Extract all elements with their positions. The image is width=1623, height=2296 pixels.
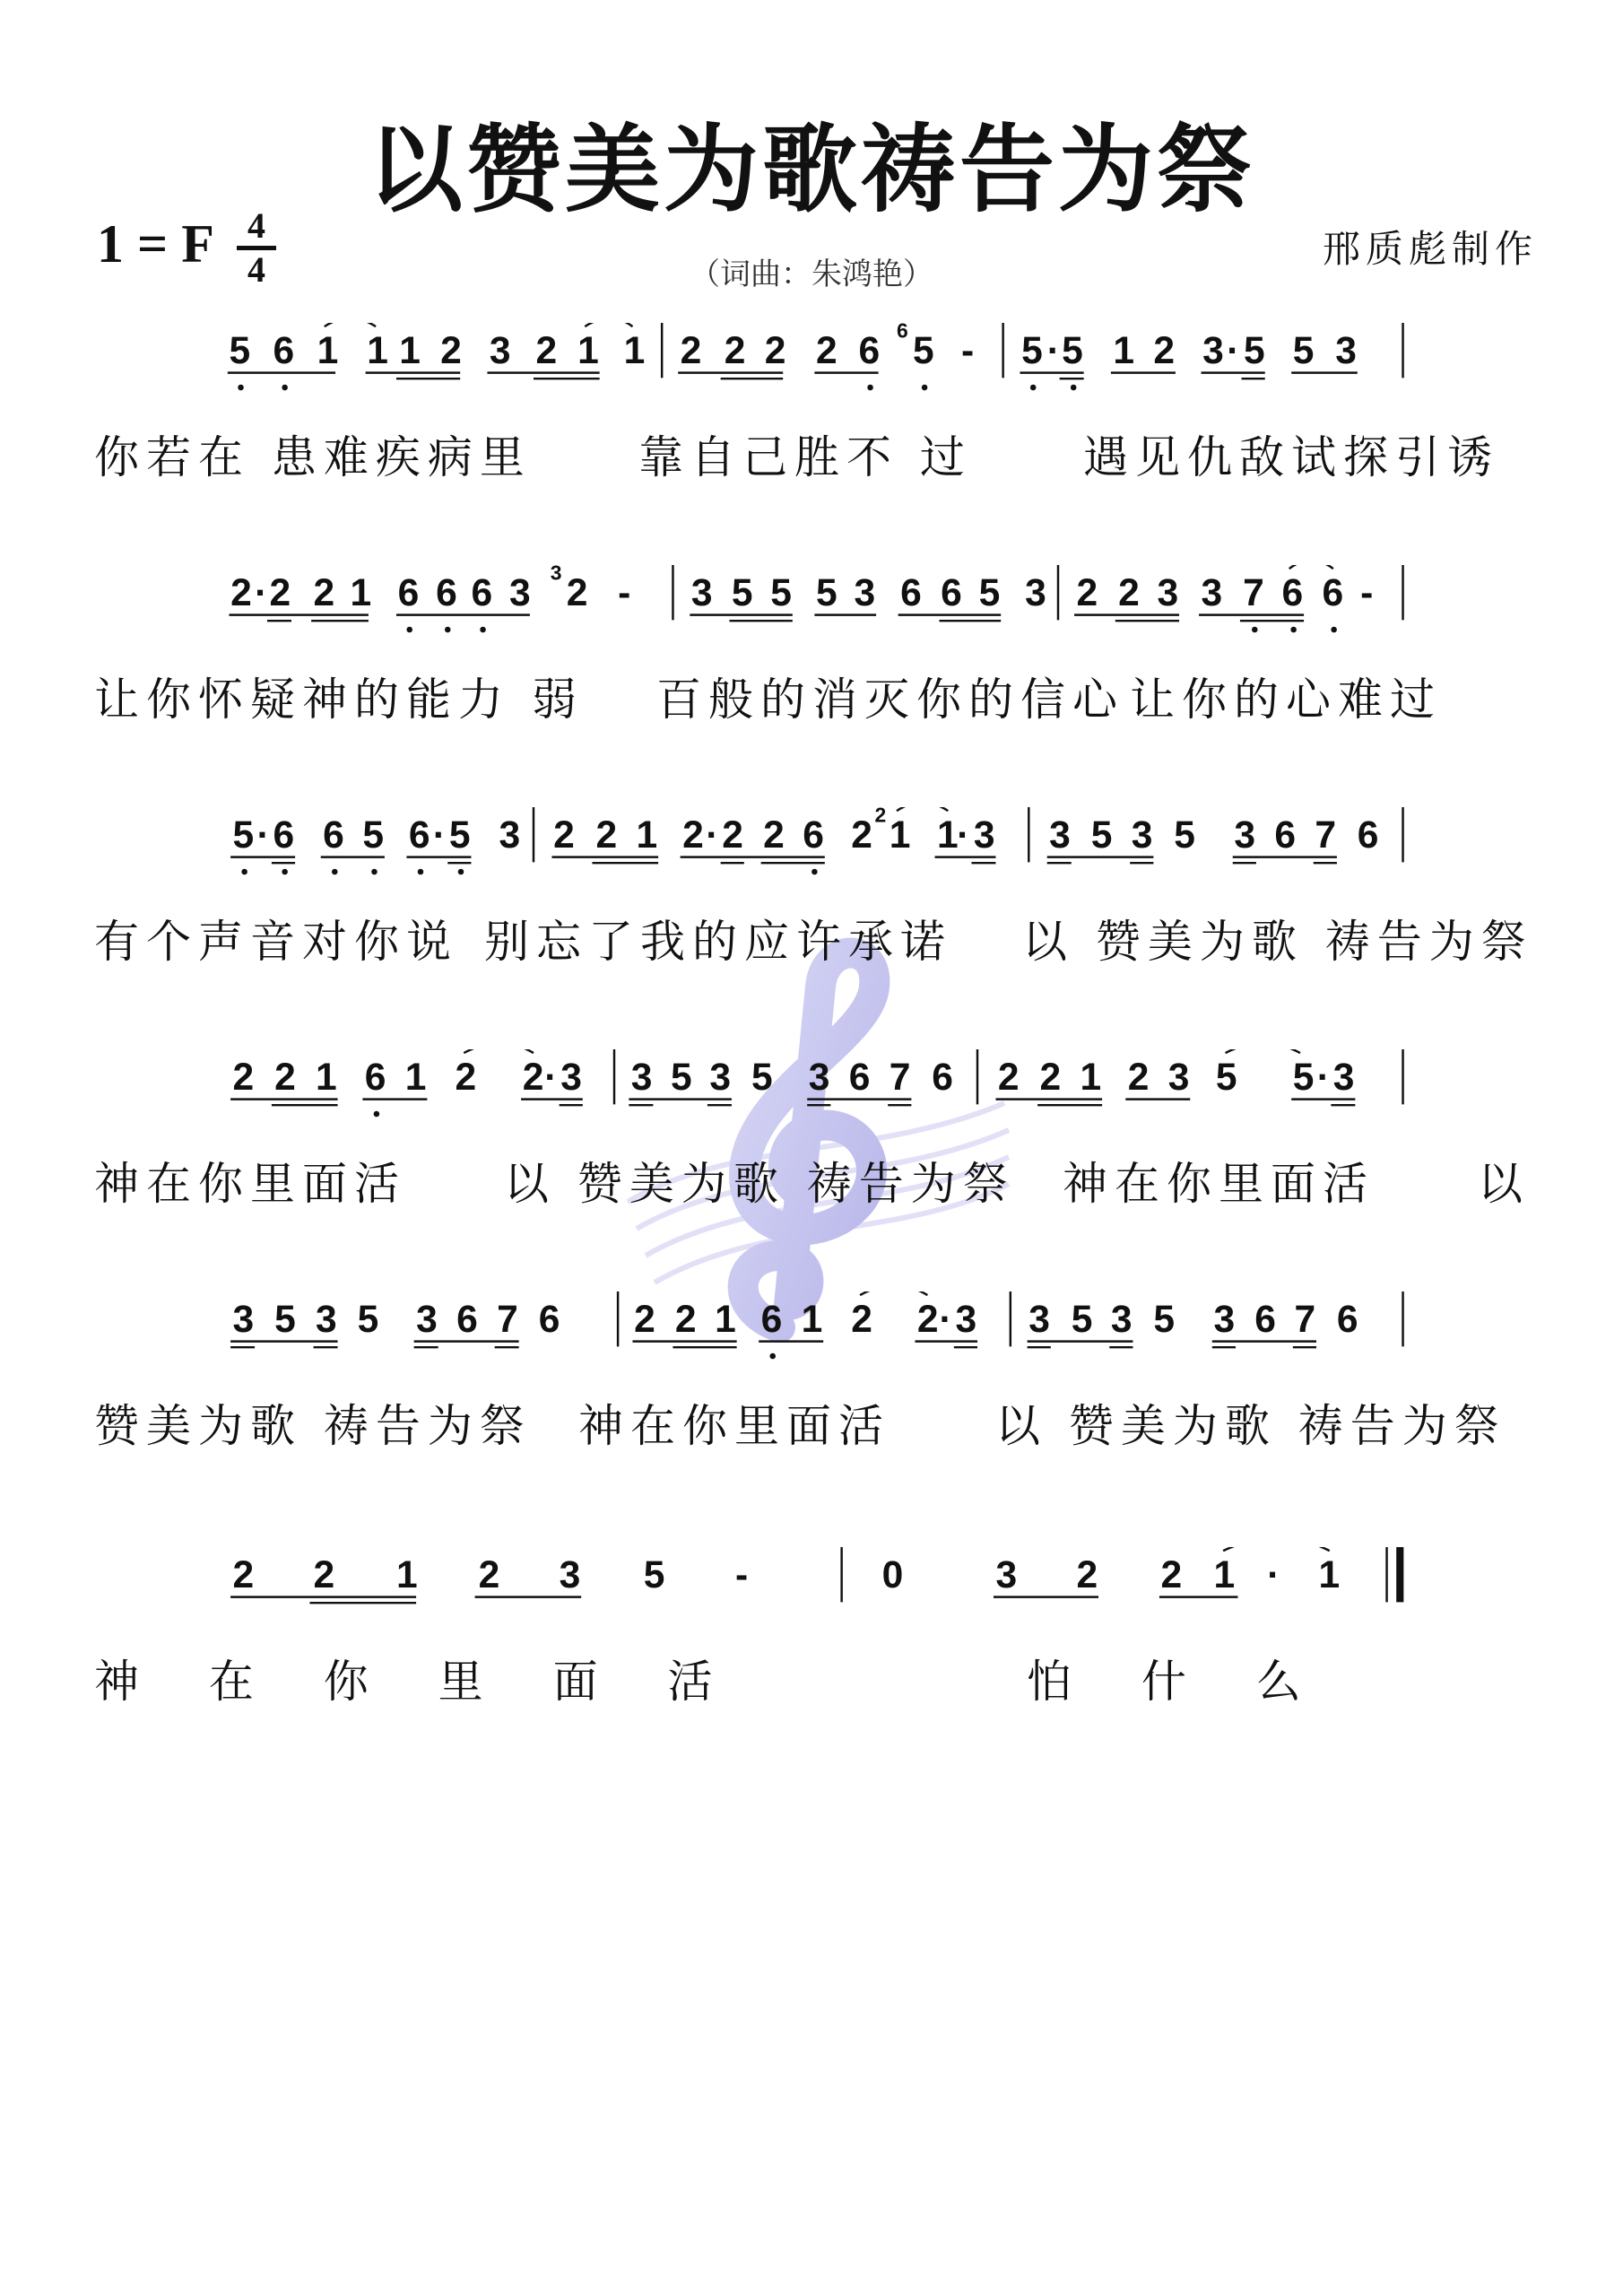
note: 2 xyxy=(634,1298,655,1341)
note: 3 xyxy=(1201,571,1223,614)
note: · xyxy=(706,813,719,857)
note: 5 xyxy=(643,1553,665,1596)
octave-dot xyxy=(241,869,247,875)
note: 2 xyxy=(440,329,462,372)
note: 2 xyxy=(595,813,618,857)
octave-dot xyxy=(922,385,928,391)
lyric-phrase: 以 xyxy=(1478,1158,1530,1210)
tie-arc xyxy=(860,1292,927,1295)
note: 5 xyxy=(770,571,792,614)
note: 6 xyxy=(538,1298,560,1341)
lyrics-row-3 xyxy=(90,906,1542,968)
note: · xyxy=(1316,1056,1330,1099)
note: 0 xyxy=(881,1553,904,1596)
note: 3 xyxy=(560,1056,582,1099)
note: 5 xyxy=(1071,1298,1093,1341)
note: 1 xyxy=(1080,1056,1102,1099)
note: 2 xyxy=(1118,571,1140,614)
note: 2 xyxy=(1039,1056,1062,1099)
note: 2 xyxy=(232,1056,255,1099)
note: 5 xyxy=(1090,813,1113,857)
note: 6 xyxy=(803,813,824,857)
song-title: 以赞美为歌祷告为祭 xyxy=(368,113,1255,225)
note: 2 xyxy=(724,329,746,372)
octave-dot xyxy=(1071,385,1077,391)
note: 3 xyxy=(1131,813,1153,857)
note: 5 xyxy=(913,329,934,372)
note: 1 xyxy=(316,1056,337,1099)
note: 6 xyxy=(900,571,922,614)
notation-row-6 xyxy=(90,1547,1542,1628)
note: 6 xyxy=(1274,813,1297,857)
note: 3 xyxy=(1213,1298,1236,1341)
note: 1 xyxy=(1113,329,1135,372)
lyric-phrase: 让你的心难过 xyxy=(1130,674,1442,726)
note: 6 xyxy=(273,813,295,857)
note: 5 xyxy=(1021,329,1043,372)
lyric-phrase: 赞美为歌 祷告为祭 xyxy=(94,1400,532,1452)
lyric-phrase: 靠自己胜不 过 xyxy=(638,431,972,483)
note: 2 xyxy=(851,813,872,857)
note: 2 xyxy=(680,329,702,372)
note: 3 xyxy=(808,1056,830,1099)
note: 2 xyxy=(535,329,558,372)
octave-dot xyxy=(769,1353,776,1360)
octave-dot xyxy=(445,627,451,633)
lyric-phrase: 别忘了我的应许承诺 xyxy=(484,916,952,968)
note: 6 xyxy=(456,1298,478,1341)
note: 5 xyxy=(1292,1056,1315,1099)
note: 2 xyxy=(313,1553,335,1596)
octave-dot xyxy=(332,869,338,875)
note: 3 xyxy=(499,813,521,857)
note: - xyxy=(618,571,631,614)
lyric-phrase: 神在你里面活 xyxy=(94,1158,406,1210)
lyric-phrase: 百般的消灭你的信心 xyxy=(656,674,1124,726)
note: · xyxy=(1046,329,1060,372)
notation-row-3 xyxy=(90,807,1542,888)
lyrics-row-1 xyxy=(90,422,1542,483)
note: 3 xyxy=(995,1553,1018,1596)
note: 5 xyxy=(816,571,838,614)
tie-arc xyxy=(464,1049,534,1053)
lyrics-row-2 xyxy=(90,664,1542,726)
note: 6 xyxy=(1336,1298,1358,1341)
octave-dot xyxy=(238,385,244,391)
note: 2 xyxy=(674,1298,697,1341)
octave-dot xyxy=(1030,385,1037,391)
note: 6 xyxy=(848,1056,871,1099)
note: 2 xyxy=(522,1056,544,1099)
note: · xyxy=(255,571,268,614)
note: 3 xyxy=(1110,1298,1133,1341)
note: 2 xyxy=(269,571,291,614)
tie-arc xyxy=(897,807,948,811)
grace-note: 2 xyxy=(874,807,887,827)
lyrics-row-4 xyxy=(90,1148,1542,1210)
note: · xyxy=(939,1298,952,1341)
note: 2 xyxy=(232,1553,255,1596)
note: 6 xyxy=(364,1056,386,1099)
note: 2 xyxy=(455,1056,477,1099)
lyrics-row-5 xyxy=(90,1390,1542,1452)
tie-arc xyxy=(1223,1547,1330,1551)
note: 6 xyxy=(436,571,457,614)
time-signature-top: 4 xyxy=(247,205,265,246)
grace-note: 3 xyxy=(550,565,562,585)
note: - xyxy=(961,329,975,372)
octave-dot xyxy=(406,627,412,633)
treble-clef-watermark-icon xyxy=(610,933,1022,1345)
note: 1 xyxy=(623,329,646,372)
lyric-phrase: 有个声音对你说 xyxy=(94,916,458,968)
note: 6 xyxy=(760,1298,783,1341)
note: 1 xyxy=(1213,1553,1236,1596)
notation-row-1 xyxy=(90,323,1542,404)
note: 3 xyxy=(955,1298,977,1341)
note: 3 xyxy=(973,813,995,857)
note: 3 xyxy=(854,571,876,614)
note: 5 xyxy=(357,1298,379,1341)
tie-arc xyxy=(585,323,632,326)
note: 6 xyxy=(323,813,344,857)
note: · xyxy=(256,813,270,857)
note: · xyxy=(1267,1553,1280,1596)
key-signature: 1 = F xyxy=(97,214,214,274)
note: 1 xyxy=(1318,1553,1341,1596)
note: 5 xyxy=(232,813,255,857)
grace-note: 6 xyxy=(897,323,908,343)
note: 2 xyxy=(763,813,785,857)
note: 3 xyxy=(1167,1056,1190,1099)
note: 6 xyxy=(1254,1298,1276,1341)
note: 5 xyxy=(362,813,385,857)
note: 3 xyxy=(559,1553,581,1596)
note: 7 xyxy=(1294,1298,1316,1341)
note: 6 xyxy=(941,571,962,614)
note: 5 xyxy=(978,571,1001,614)
note: 3 xyxy=(630,1056,653,1099)
note: 2 xyxy=(1076,571,1098,614)
note: 1 xyxy=(577,329,599,372)
note: 2 xyxy=(1160,1553,1183,1596)
octave-dot xyxy=(1331,627,1337,633)
note: 1 xyxy=(889,813,911,857)
note: 3 xyxy=(1049,813,1071,857)
note: - xyxy=(1360,571,1374,614)
note: 6 xyxy=(408,813,430,857)
note: · xyxy=(432,813,447,857)
note: 3 xyxy=(509,571,531,614)
lyric-phrase: 遇见仇敌试探引诱 xyxy=(1083,431,1499,483)
lyric-phrase: 以 赞美为歌 祷告为祭 xyxy=(995,1400,1506,1452)
tie-arc xyxy=(325,323,376,326)
lyric-phrase: 你若在 患难疾病里 xyxy=(94,431,532,483)
notation-row-4 xyxy=(90,1049,1542,1130)
note: 3 xyxy=(489,329,511,372)
note: 5 xyxy=(671,1056,692,1099)
note: 2 xyxy=(553,813,575,857)
lyrics-row-6 xyxy=(90,1646,1542,1708)
note: 3 xyxy=(709,1056,732,1099)
note: 2 xyxy=(566,571,588,614)
note: 3 xyxy=(1234,813,1256,857)
note: 6 xyxy=(273,329,295,372)
note: 1 xyxy=(801,1298,823,1341)
note: 5 xyxy=(1244,329,1265,372)
tie-arc xyxy=(1289,565,1333,569)
note: - xyxy=(735,1553,749,1596)
octave-dot xyxy=(812,869,818,875)
octave-dot xyxy=(867,385,873,391)
note: 6 xyxy=(471,571,493,614)
note: 5 xyxy=(751,1056,773,1099)
note: 2 xyxy=(230,571,252,614)
note: 5 xyxy=(448,813,471,857)
note: 2 xyxy=(478,1553,500,1596)
lyric-phrase: 神在你里面活 xyxy=(1063,1158,1375,1210)
note: 2 xyxy=(1153,329,1176,372)
note: 2 xyxy=(1076,1553,1098,1596)
note: 2 xyxy=(682,813,704,857)
note: 3 xyxy=(690,571,713,614)
note: 5 xyxy=(1174,813,1195,857)
note: · xyxy=(544,1056,558,1099)
octave-dot xyxy=(371,869,378,875)
octave-dot xyxy=(1252,627,1258,633)
note: 2 xyxy=(997,1056,1020,1099)
note: 2 xyxy=(851,1298,872,1341)
note: 5 xyxy=(274,1298,296,1341)
note: 3 xyxy=(1157,571,1179,614)
octave-dot xyxy=(1290,627,1297,633)
lyric-phrase: 怕 什 么 xyxy=(1027,1656,1301,1708)
note: · xyxy=(957,813,970,857)
note: 2 xyxy=(916,1298,939,1341)
note: 1 xyxy=(715,1298,736,1341)
octave-dot xyxy=(458,869,464,875)
note: 2 xyxy=(816,329,838,372)
note: 7 xyxy=(889,1056,911,1099)
notation-row-5 xyxy=(90,1292,1542,1372)
note: 6 xyxy=(1357,813,1379,857)
note: 7 xyxy=(497,1298,518,1341)
note: 1 xyxy=(636,813,658,857)
time-signature-bottom: 4 xyxy=(247,249,265,290)
octave-dot xyxy=(282,869,288,875)
note: 5 xyxy=(229,329,251,372)
lyric-phrase: 神在你里面活 xyxy=(578,1400,890,1452)
note: 6 xyxy=(1322,571,1344,614)
note: 1 xyxy=(399,329,421,372)
note: 2 xyxy=(274,1056,296,1099)
note: 7 xyxy=(1243,571,1264,614)
note: 2 xyxy=(764,329,786,372)
octave-dot xyxy=(418,869,424,875)
lyric-phrase: 让你怀疑神的能力 弱 xyxy=(94,674,584,726)
octave-dot xyxy=(282,385,288,391)
note: 5 xyxy=(1292,329,1315,372)
note: 1 xyxy=(396,1553,418,1596)
note: 5 xyxy=(1062,329,1083,372)
note: 6 xyxy=(397,571,420,614)
note: 3 xyxy=(416,1298,438,1341)
lyric-phrase: 以 赞美为歌 祷告为祭 xyxy=(1022,916,1533,968)
lyric-phrase: 神 在 你 里 面 活 xyxy=(94,1656,713,1708)
note: 1 xyxy=(317,329,339,372)
note: 5 xyxy=(1153,1298,1176,1341)
note: 3 xyxy=(232,1298,255,1341)
note: 5 xyxy=(731,571,753,614)
note: 3 xyxy=(1028,1298,1050,1341)
note: 3 xyxy=(1332,1056,1355,1099)
note: 3 xyxy=(316,1298,337,1341)
note: 2 xyxy=(722,813,743,857)
note: 6 xyxy=(858,329,881,372)
note: · xyxy=(1227,329,1240,372)
note: 6 xyxy=(932,1056,953,1099)
note: 2 xyxy=(1127,1056,1150,1099)
note: 3 xyxy=(1025,571,1046,614)
octave-dot xyxy=(374,1111,380,1118)
note: 3 xyxy=(1335,329,1357,372)
lyric-phrase: 以 赞美为歌 祷告为祭 xyxy=(504,1158,1015,1210)
note: 3 xyxy=(1202,329,1224,372)
note: 1 xyxy=(937,813,959,857)
note: 1 xyxy=(367,329,388,372)
note: 6 xyxy=(1281,571,1304,614)
note: 2 xyxy=(313,571,335,614)
note: 1 xyxy=(404,1056,427,1099)
maker-credit: 邢质彪制作 xyxy=(1322,227,1538,271)
note: 5 xyxy=(1215,1056,1237,1099)
octave-dot xyxy=(480,627,486,633)
notation-row-2 xyxy=(90,565,1542,646)
credit-line: （词曲：朱鸿艳） xyxy=(690,257,933,292)
note: 7 xyxy=(1315,813,1337,857)
tie-arc xyxy=(1226,1049,1300,1053)
note: 1 xyxy=(350,571,372,614)
